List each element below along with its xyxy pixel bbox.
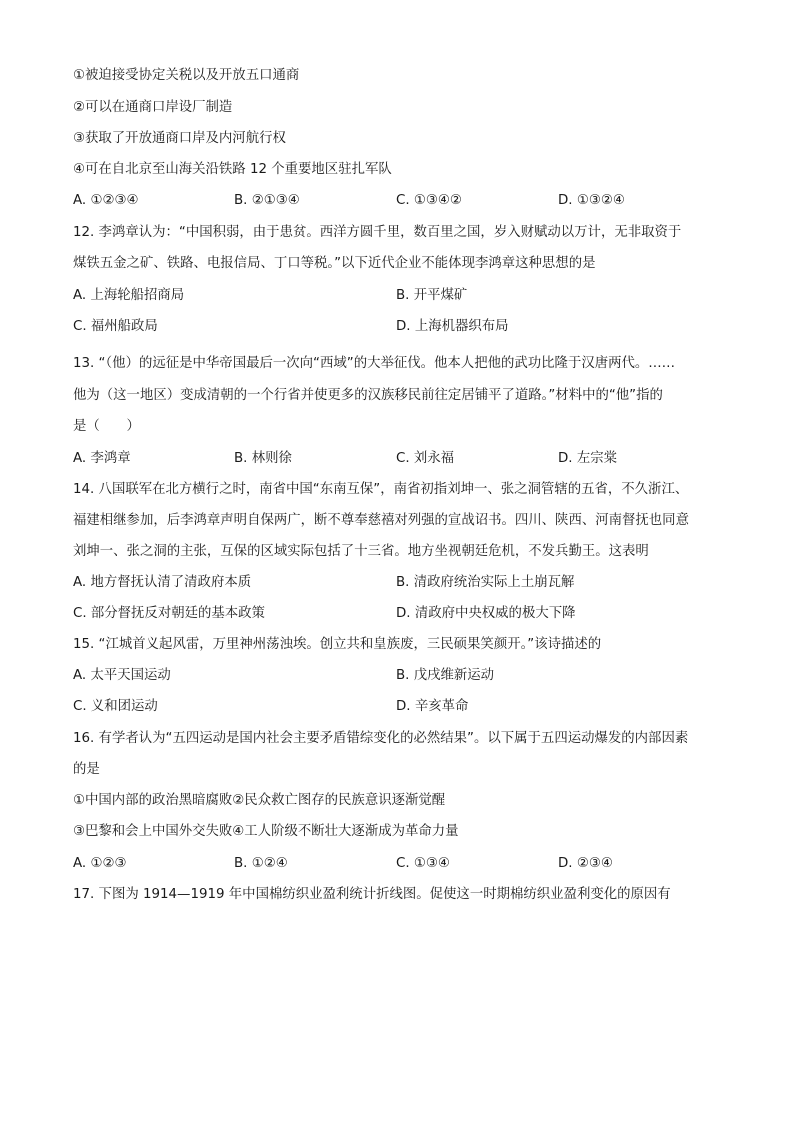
q11-item-1: ①被迫接受协定关税以及开放五口通商 [73, 68, 300, 83]
q12-option-a[interactable]: A. 上海轮船招商局 [73, 288, 185, 303]
q16-item-line-2: ③巴黎和会上中国外交失败④工人阶级不断壮大逐渐成为革命力量 [73, 824, 459, 839]
q14-option-d[interactable]: D. 清政府中央权威的极大下降 [396, 606, 576, 621]
q17-stem-line-1: 17. 下图为 1914—1919 年中国棉纺织业盈利统计折线图。促使这一时期棉纺织业盈利变化的原因有 [73, 887, 671, 902]
q12-option-d[interactable]: D. 上海机器织布局 [396, 319, 509, 334]
q11-option-b[interactable]: B. ②①③④ [234, 193, 300, 208]
q15-option-c[interactable]: C. 义和团运动 [73, 699, 158, 714]
q16-stem-line-1: 16. 有学者认为“五四运动是国内社会主要矛盾错综变化的必然结果”。以下属于五四运动爆发的内部因素 [73, 731, 689, 746]
q11-option-a[interactable]: A. ①②③④ [73, 193, 139, 208]
q13-option-a[interactable]: A. 李鸿章 [73, 451, 131, 466]
q11-item-3: ③获取了开放通商口岸及内河航行权 [73, 131, 286, 146]
q12-option-b[interactable]: B. 开平煤矿 [396, 288, 468, 303]
q13-stem-line-1: 13. “（他）的远征是中华帝国最后一次向“西域”的大举征伐。他本人把他的武功比隆于汉唐两代。…… [73, 356, 676, 371]
q13-stem-line-3: 是（ ） [73, 419, 140, 434]
q12-option-c[interactable]: C. 福州船政局 [73, 319, 158, 334]
q13-option-b[interactable]: B. 林则徐 [234, 451, 292, 466]
q13-option-c[interactable]: C. 刘永福 [396, 451, 455, 466]
q11-item-2: ②可以在通商口岸设厂制造 [73, 100, 233, 115]
q14-stem-line-1: 14. 八国联军在北方横行之时，南省中国“东南互保”，南省初指刘坤一、张之洞管辖的五省，不久浙江、 [73, 482, 689, 497]
q14-stem-line-3: 刘坤一、张之洞的主张，互保的区域实际包括了十三省。地方坐视朝廷危机，不发兵勤王。这表明 [73, 544, 649, 559]
q14-option-c[interactable]: C. 部分督抚反对朝廷的基本政策 [73, 606, 265, 621]
q11-option-c[interactable]: C. ①③④② [396, 193, 462, 208]
q13-stem-line-2: 他为（这一地区）变成清朝的一个行省并使更多的汉族移民前往定居铺平了道路。”材料中的“他”指的 [73, 388, 663, 403]
q14-option-b[interactable]: B. 清政府统治实际上土崩瓦解 [396, 575, 575, 590]
q15-stem-line-1: 15. “江城首义起风雷，万里神州荡浊埃。创立共和皇族废，三民硕果笑颜开。”该诗描述的 [73, 637, 602, 652]
q16-stem-line-2: 的是 [73, 762, 100, 777]
q16-option-a[interactable]: A. ①②③ [73, 856, 127, 871]
q12-stem-line-2: 煤铁五金之矿、铁路、电报信局、丁口等税。”以下近代企业不能体现李鸿章这种思想的是 [73, 256, 596, 271]
q15-option-b[interactable]: B. 戊戌维新运动 [396, 668, 495, 683]
q14-option-a[interactable]: A. 地方督抚认清了清政府本质 [73, 575, 252, 590]
q15-option-a[interactable]: A. 太平天国运动 [73, 668, 171, 683]
q16-item-line-1: ①中国内部的政治黑暗腐败②民众救亡图存的民族意识逐渐觉醒 [73, 793, 446, 808]
q16-option-d[interactable]: D. ②③④ [558, 856, 613, 871]
q13-option-d[interactable]: D. 左宗棠 [558, 451, 617, 466]
q15-option-d[interactable]: D. 辛亥革命 [396, 699, 469, 714]
q11-option-d[interactable]: D. ①③②④ [558, 193, 625, 208]
q14-stem-line-2: 福建相继参加，后李鸿章声明自保两广，断不尊奉慈禧对列强的宣战诏书。四川、陕西、河南督抚也同意 [73, 513, 689, 528]
q11-item-4: ④可在自北京至山海关沿铁路 12 个重要地区驻扎军队 [73, 162, 392, 177]
q12-stem-line-1: 12. 李鸿章认为：“中国积弱，由于患贫。西洋方圆千里，数百里之国，岁入财赋动以万计，无非取资于 [73, 225, 682, 240]
q16-option-b[interactable]: B. ①②④ [234, 856, 288, 871]
q16-option-c[interactable]: C. ①③④ [396, 856, 450, 871]
